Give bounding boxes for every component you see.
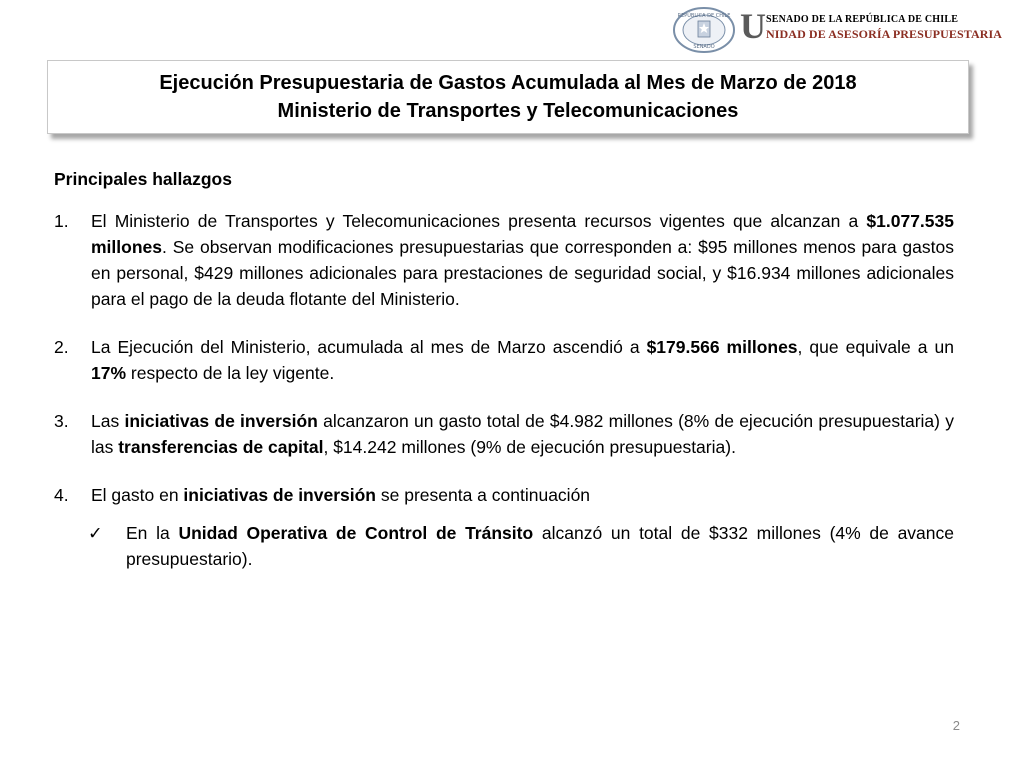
finding-item-1: [54, 208, 954, 312]
senado-seal-icon: [672, 6, 736, 54]
findings-content: [54, 166, 954, 572]
title-box: [47, 60, 969, 134]
finding-text: [91, 334, 954, 386]
finding-number: 2.: [54, 337, 69, 357]
text-run: El gasto en: [91, 485, 184, 505]
logo-unidad-text: NIDAD DE ASESORÍA PRESUPUESTARIA: [766, 27, 1003, 41]
check-item-text: [126, 520, 954, 572]
page-number: 2: [952, 718, 960, 733]
text-run: . Se observan modificaciones presupuestarias que corresponden a: $95 millones menos para gastos en personal, $429 millones adicionales para prestaciones de seguridad social, y $16.934 millones adicionales para el pago de la deuda flotante del Ministerio.: [91, 237, 954, 309]
senado-logo: [672, 4, 1022, 56]
section-heading: Principales hallazgos: [54, 169, 232, 189]
checkmark-icon: ✓: [88, 523, 103, 543]
text-run: Las: [91, 411, 125, 431]
finding-item-3: [54, 408, 954, 460]
text-run: alcanzó un total de $332 millones (4% de avance presupuestario).: [126, 523, 954, 569]
finding-text: [91, 208, 954, 312]
seal-bottom-text: SENADO: [693, 44, 715, 50]
bold-run: 17%: [91, 363, 127, 383]
page-title: Ejecución Presupuestaria de Gastos Acumulada al Mes de Marzo de 2018: [159, 72, 857, 94]
bold-run: iniciativas de inversión: [183, 485, 376, 505]
text-run: La Ejecución del Ministerio, acumulada al mes de Marzo ascendió a: [91, 337, 647, 357]
finding-number: 3.: [54, 411, 69, 431]
text-run: se presenta a continuación: [376, 485, 591, 505]
bold-run: transferencias de capital: [118, 437, 324, 457]
text-run: respecto de la ley vigente.: [126, 363, 335, 383]
finding-item-2: [54, 334, 954, 386]
finding-item-4: [54, 482, 954, 508]
text-run: alcanzaron un gasto total de $4.982 millones (8% de ejecución presupuestaria) y las: [91, 411, 955, 457]
logo-senado-text: SENADO DE LA REPÚBLICA DE CHILE: [766, 14, 959, 25]
text-run: , $14.242 millones (9% de ejecución presupuestaria).: [323, 437, 736, 457]
text-run: El Ministerio de Transportes y Telecomunicaciones presenta recursos vigentes que alcanzan a: [91, 211, 867, 231]
logo-letter-u: U: [740, 6, 766, 46]
finding-text: [91, 408, 954, 460]
text-run: En la: [126, 523, 179, 543]
text-run: , que equivale a un: [797, 337, 954, 357]
finding-number: 1.: [54, 211, 69, 231]
bold-run: Unidad Operativa de Control de Tránsito: [178, 523, 534, 543]
bold-run: $1.077.535 millones: [91, 211, 954, 257]
finding-number: 4.: [54, 485, 69, 505]
page-subtitle: Ministerio de Transportes y Telecomunicaciones: [277, 100, 739, 122]
check-item: [54, 520, 954, 572]
bold-run: $179.566 millones: [646, 337, 798, 357]
bold-run: iniciativas de inversión: [124, 411, 318, 431]
finding-text: [91, 482, 954, 508]
seal-top-text: REPÚBLICA DE CHILE: [677, 13, 731, 19]
